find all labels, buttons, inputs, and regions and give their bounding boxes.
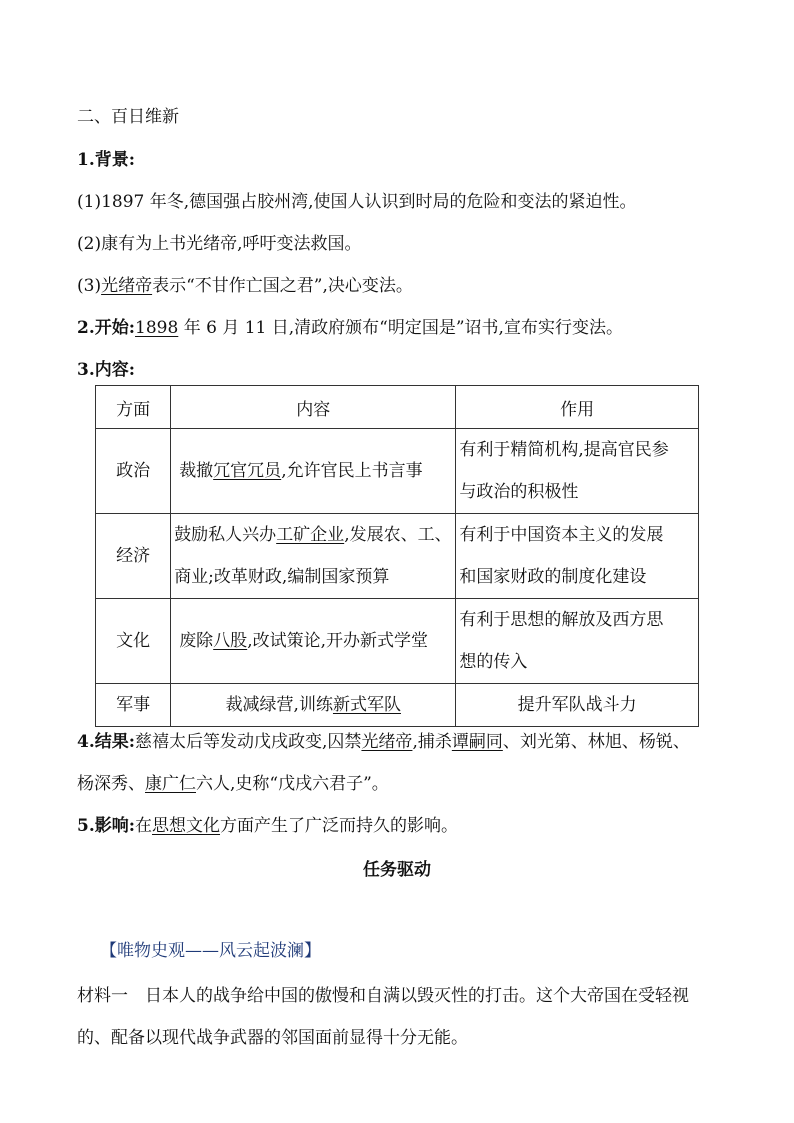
result-text: 杨深秀、 (77, 774, 145, 794)
reform-content-table (95, 385, 699, 727)
effect-line: 有利于思想的解放及西方思 (459, 610, 664, 630)
impact-underlined: 思想文化 (152, 816, 221, 836)
result-heading: 4.结果: (77, 732, 136, 752)
result-line-1 (77, 730, 690, 754)
table-row (96, 684, 699, 727)
table-row (96, 599, 699, 684)
row-content (171, 429, 456, 514)
header-aspect: 方面 (96, 386, 171, 429)
row-content (171, 684, 456, 727)
result-line-2 (77, 772, 389, 796)
background-heading: 1.背景: (77, 150, 136, 170)
effect-line: 和国家财政的制度化建设 (459, 567, 647, 587)
row-effect (456, 599, 699, 684)
table-row (96, 429, 699, 514)
row-effect (456, 514, 699, 599)
material-label: 材料一 (77, 986, 128, 1006)
impact-text: 方面产生了广泛而持久的影响。 (220, 816, 459, 836)
effect-line: 想的传入 (459, 652, 528, 672)
content-underlined: 冗官冗员 (213, 461, 282, 481)
background-item-3 (77, 274, 413, 298)
start-year-blank: 1898 (135, 318, 179, 338)
material-text: 日本人的战争给中国的傲慢和自满以毁灭性的打击。这个大帝国在受轻视的、配备以现代战争武器的邻国面前显得十分无能。 (77, 986, 689, 1048)
content-underlined: 八股 (213, 631, 248, 651)
row-content (171, 514, 456, 599)
content-text: 裁减绿营,训练 (225, 695, 333, 715)
material-paragraph (77, 975, 717, 1059)
impact-text: 在 (135, 816, 153, 836)
start-heading: 2.开始: (77, 318, 136, 338)
start-line (77, 316, 623, 340)
row-aspect: 经济 (96, 514, 171, 599)
row-aspect: 军事 (96, 684, 171, 727)
impact-heading: 5.影响: (77, 816, 136, 836)
content-underlined: 新式军队 (332, 695, 401, 715)
content-underlined: 工矿企业 (276, 525, 345, 545)
item3-prefix: (3) (77, 276, 102, 296)
content-text: ,发展农、工、 (344, 525, 452, 545)
task-title: 任务驱动 (363, 860, 431, 880)
row-effect (456, 429, 699, 514)
item3-underlined: 光绪帝 (101, 276, 153, 296)
row-effect: 提升军队战斗力 (456, 684, 699, 727)
result-text: 六人,史称“戊戌六君子”。 (196, 774, 389, 794)
effect-line: 有利于中国资本主义的发展 (459, 525, 664, 545)
content-text: 裁撤 (179, 461, 214, 481)
result-underlined: 康广仁 (145, 774, 196, 794)
effect-line: 与政治的积极性 (459, 482, 579, 502)
background-item-1: (1)1897 年冬,德国强占胶州湾,使国人认识到时局的危险和变法的紧迫性。 (77, 192, 637, 212)
result-underlined: 光绪帝 (361, 732, 413, 752)
result-underlined: 谭嗣同 (451, 732, 503, 752)
content-text: 鼓励私人兴办 (174, 525, 277, 545)
content-text: 废除 (179, 631, 214, 651)
row-aspect: 文化 (96, 599, 171, 684)
content-heading: 3.内容: (77, 360, 136, 380)
content-line: 商业;改革财政,编制国家预算 (174, 567, 390, 587)
content-line (174, 514, 452, 556)
start-text: 年 6 月 11 日,清政府颁布“明定国是”诏书,宣布实行变法。 (178, 318, 623, 338)
result-text: 、刘光第、林旭、杨锐、 (502, 732, 690, 752)
impact-line (77, 814, 458, 838)
item3-suffix: 表示“不甘作亡国之君”,决心变法。 (152, 276, 413, 296)
header-effect: 作用 (456, 386, 699, 429)
bracket-title: 【唯物史观——风云起波澜】 (100, 941, 321, 961)
content-text: ,允许官民上书言事 (281, 461, 423, 481)
header-content: 内容 (171, 386, 456, 429)
result-text: ,捕杀 (412, 732, 452, 752)
result-text: 慈禧太后等发动戊戌政变,囚禁 (135, 732, 362, 752)
effect-line: 有利于精简机构,提高官民参 (459, 440, 669, 460)
table-header-row (96, 386, 699, 429)
row-aspect: 政治 (96, 429, 171, 514)
section-title: 二、百日维新 (77, 107, 179, 127)
content-text: ,改试策论,开办新式学堂 (247, 631, 428, 651)
background-item-2: (2)康有为上书光绪帝,呼吁变法救国。 (77, 234, 362, 254)
table-row (96, 514, 699, 599)
row-content (171, 599, 456, 684)
